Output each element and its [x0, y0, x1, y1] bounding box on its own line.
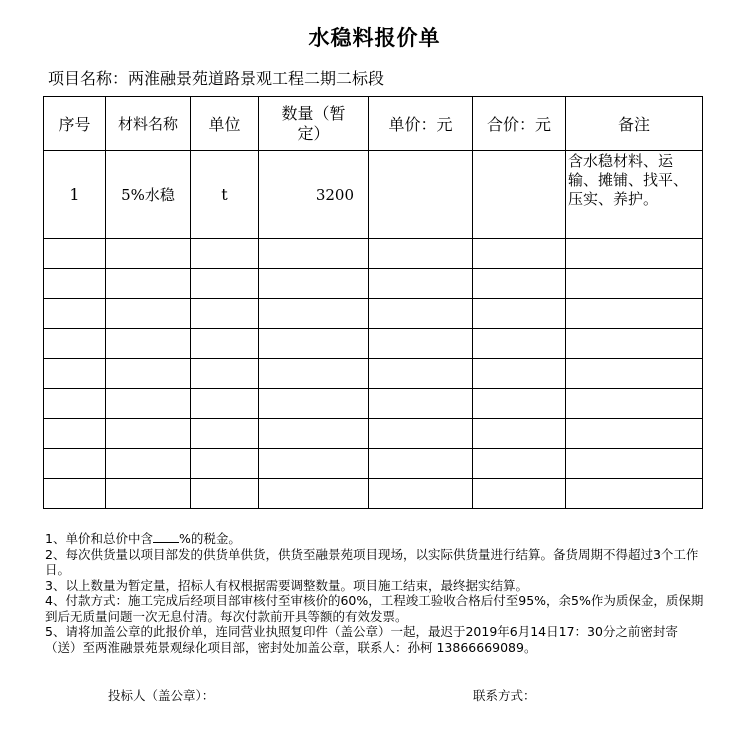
- tax-rate-blank[interactable]: [153, 530, 179, 543]
- table-row-empty: [44, 479, 703, 509]
- empty-cell[interactable]: [369, 299, 473, 329]
- table-row-empty: [44, 299, 703, 329]
- empty-cell[interactable]: [566, 389, 703, 419]
- header-unit-price: 单价：元: [369, 97, 473, 151]
- empty-cell[interactable]: [473, 359, 566, 389]
- empty-cell[interactable]: [259, 239, 369, 269]
- empty-cell[interactable]: [473, 329, 566, 359]
- empty-cell[interactable]: [106, 359, 191, 389]
- empty-cell[interactable]: [191, 329, 259, 359]
- empty-cell[interactable]: [259, 299, 369, 329]
- contact-info-label: 联系方式：: [473, 688, 536, 703]
- empty-cell[interactable]: [259, 269, 369, 299]
- note-3: 3、以上数量为暂定量，招标人有权根据需要调整数量。项目施工结束，最终据实结算。: [45, 577, 528, 593]
- header-remarks: 备注: [566, 97, 703, 151]
- empty-cell[interactable]: [259, 359, 369, 389]
- table-header-row: [44, 97, 703, 151]
- note-4: 4、付款方式：施工完成后经项目部审核付至审核价的60%，工程竣工验收合格后付至95%，余5%作为质保金，质保期到后无质量问题一次无息付清。每次付款前开具等额的有效发票。: [45, 593, 704, 624]
- empty-cell[interactable]: [191, 479, 259, 509]
- empty-cell[interactable]: [44, 359, 106, 389]
- empty-cell[interactable]: [566, 239, 703, 269]
- empty-cell[interactable]: [106, 419, 191, 449]
- empty-cell[interactable]: [473, 389, 566, 419]
- cell-seq: 1: [44, 151, 106, 239]
- note-1: [45, 530, 705, 547]
- empty-cell[interactable]: [106, 479, 191, 509]
- empty-cell[interactable]: [44, 299, 106, 329]
- header-seq: 序号: [44, 97, 106, 151]
- note-2: 2、每次供货量以项目部发的供货单供货，供货至融景苑项目现场，以实际供货量进行结算。备货周期不得超过3个工作日。: [45, 546, 699, 577]
- empty-cell[interactable]: [566, 269, 703, 299]
- cell-remarks: 含水稳材料、运输、摊铺、找平、压实、养护。: [566, 151, 703, 239]
- empty-cell[interactable]: [191, 389, 259, 419]
- cell-material: 5%水稳: [106, 151, 191, 239]
- table-row-empty: [44, 359, 703, 389]
- empty-cell[interactable]: [473, 419, 566, 449]
- empty-cell[interactable]: [369, 329, 473, 359]
- project-name: 项目名称：两淮融景苑道路景观工程二期二标段: [48, 69, 385, 88]
- empty-cell[interactable]: [369, 359, 473, 389]
- header-unit: 单位: [191, 97, 259, 151]
- empty-cell[interactable]: [259, 419, 369, 449]
- empty-cell[interactable]: [44, 479, 106, 509]
- empty-cell[interactable]: [191, 419, 259, 449]
- empty-cell[interactable]: [191, 269, 259, 299]
- note-5: 5、请将加盖公章的此报价单，连同营业执照复印件（盖公章）一起，最迟于2019年6月14日17：30分之前密封寄（送）至两淮融景苑景观绿化项目部，密封处加盖公章，联系人：孙柯 13866669089。: [45, 624, 678, 655]
- notes-section: [45, 530, 705, 655]
- note-1-prefix: 1、单价和总价中含: [45, 531, 153, 546]
- empty-cell[interactable]: [473, 239, 566, 269]
- empty-cell[interactable]: [566, 299, 703, 329]
- cell-quantity[interactable]: 3200: [259, 151, 369, 239]
- table-row-empty: [44, 269, 703, 299]
- empty-cell[interactable]: [191, 359, 259, 389]
- empty-cell[interactable]: [106, 329, 191, 359]
- empty-cell[interactable]: [369, 389, 473, 419]
- note-1-suffix: %的税金。: [178, 531, 241, 546]
- empty-cell[interactable]: [106, 239, 191, 269]
- table-row-empty: [44, 419, 703, 449]
- empty-cell[interactable]: [369, 479, 473, 509]
- empty-cell[interactable]: [369, 269, 473, 299]
- empty-cell[interactable]: [106, 299, 191, 329]
- empty-cell[interactable]: [473, 449, 566, 479]
- empty-cell[interactable]: [259, 329, 369, 359]
- empty-cell[interactable]: [259, 449, 369, 479]
- empty-cell[interactable]: [191, 299, 259, 329]
- empty-cell[interactable]: [191, 449, 259, 479]
- empty-cell[interactable]: [106, 389, 191, 419]
- empty-cell[interactable]: [44, 329, 106, 359]
- empty-cell[interactable]: [473, 479, 566, 509]
- empty-cell[interactable]: [106, 269, 191, 299]
- header-quantity: 数量（暂定）: [259, 97, 369, 151]
- empty-cell[interactable]: [369, 239, 473, 269]
- empty-cell[interactable]: [473, 299, 566, 329]
- empty-cell[interactable]: [566, 359, 703, 389]
- empty-cell[interactable]: [473, 269, 566, 299]
- empty-cell[interactable]: [106, 449, 191, 479]
- table-row-empty: [44, 449, 703, 479]
- empty-cell[interactable]: [259, 479, 369, 509]
- document-title: 水稳料报价单: [308, 25, 441, 50]
- empty-cell[interactable]: [44, 239, 106, 269]
- bidder-signature-label: 投标人（盖公章）：: [108, 688, 215, 703]
- empty-cell[interactable]: [566, 419, 703, 449]
- table-row: [44, 151, 703, 239]
- table-row-empty: [44, 329, 703, 359]
- empty-cell[interactable]: [44, 449, 106, 479]
- header-total-price: 合价：元: [473, 97, 566, 151]
- empty-cell[interactable]: [566, 329, 703, 359]
- table-row-empty: [44, 389, 703, 419]
- table-row-empty: [44, 239, 703, 269]
- empty-cell[interactable]: [369, 449, 473, 479]
- empty-cell[interactable]: [44, 269, 106, 299]
- empty-cell[interactable]: [44, 389, 106, 419]
- empty-cell[interactable]: [566, 449, 703, 479]
- empty-cell[interactable]: [566, 479, 703, 509]
- header-material: 材料名称: [106, 97, 191, 151]
- empty-cell[interactable]: [44, 419, 106, 449]
- empty-cell[interactable]: [191, 239, 259, 269]
- cell-unit: t: [191, 151, 259, 239]
- quote-table: [43, 96, 703, 509]
- cell-unit-price[interactable]: [369, 151, 473, 239]
- empty-cell[interactable]: [369, 419, 473, 449]
- empty-cell[interactable]: [259, 389, 369, 419]
- cell-total-price[interactable]: [473, 151, 566, 239]
